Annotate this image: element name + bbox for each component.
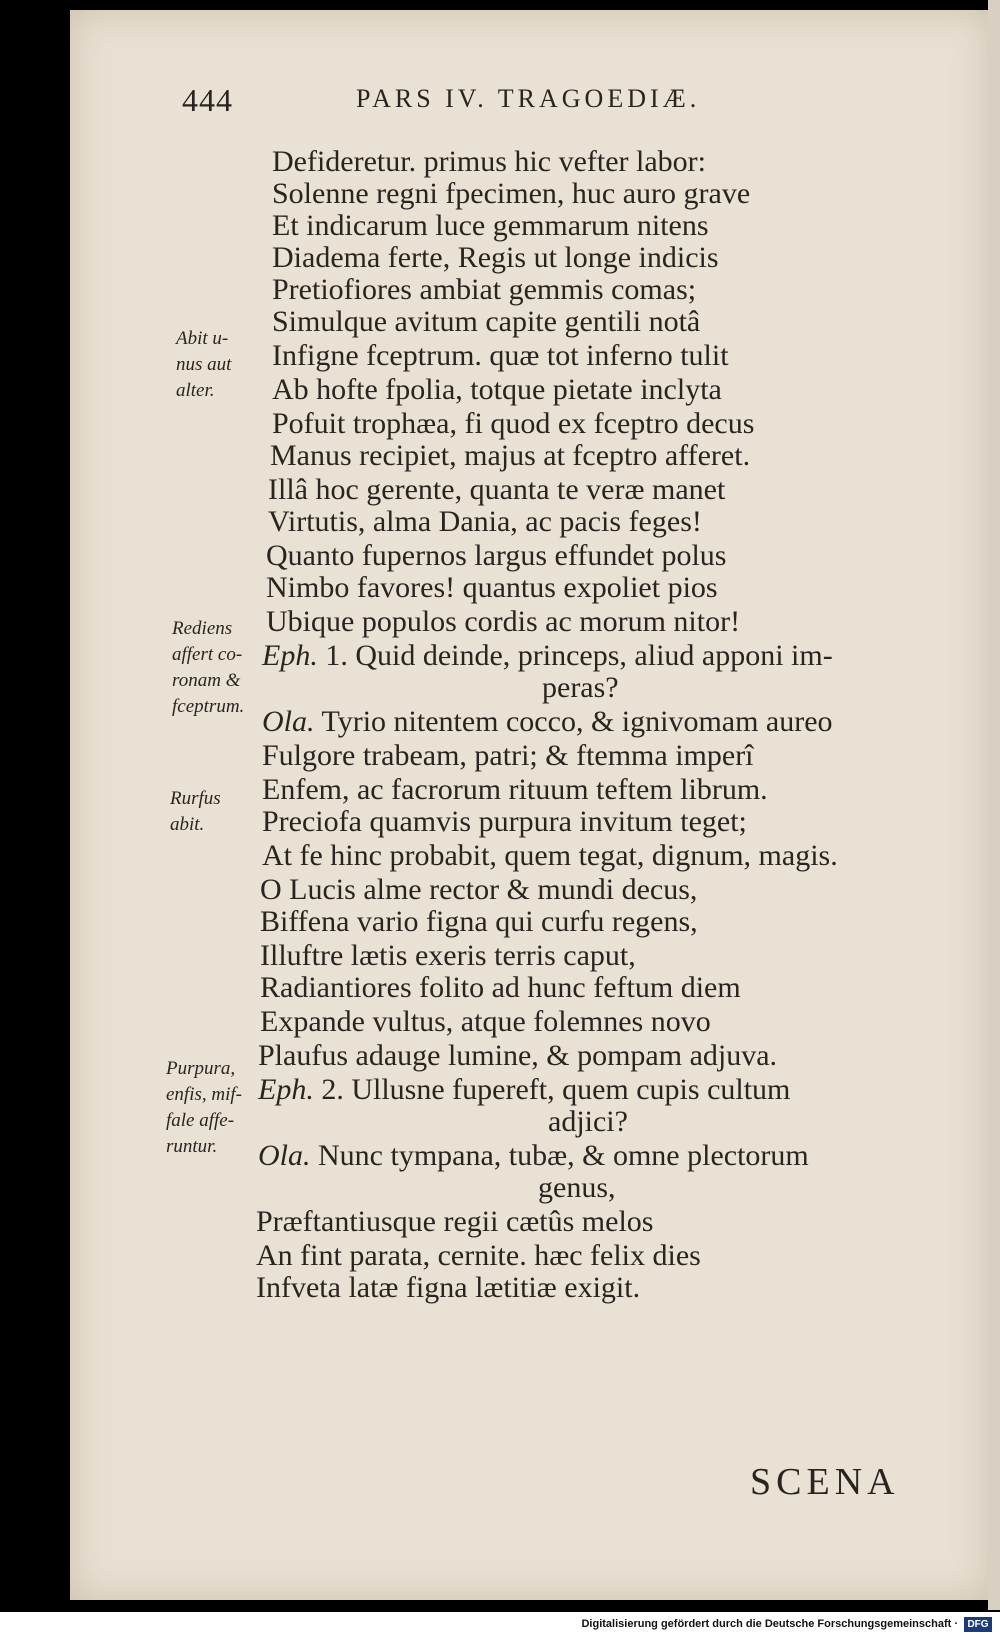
stage-direction-line: alter. <box>176 380 215 401</box>
verse-line-text: Infigne fceptrum. quæ tot inferno tulit <box>272 339 729 372</box>
page-number: 444 <box>182 82 233 118</box>
speaker-label: Eph. <box>258 1073 314 1106</box>
verse-line-text: Illâ hoc gerente, quanta te veræ manet <box>268 473 726 506</box>
verse-line-text: Diadema ferte, Regis ut longe indicis <box>272 241 719 274</box>
verse-line-text: Preciofa quamvis purpura invitum teget; <box>262 805 747 838</box>
verse-line <box>256 1240 701 1272</box>
verse-line <box>266 572 718 604</box>
verse-line <box>272 178 750 210</box>
verse-line-text: Fulgore trabeam, patri; & ftemma imperî <box>262 739 754 772</box>
verse-line <box>262 640 833 672</box>
verse-line-text: Virtutis, alma Dania, ac pacis feges! <box>268 505 702 538</box>
speaker-label: Ola. <box>258 1139 311 1172</box>
verse-line <box>260 874 697 906</box>
stage-direction-line: Rurfus <box>170 788 221 809</box>
verse-line <box>262 774 768 806</box>
verse-line <box>268 474 725 506</box>
verse-line <box>268 506 702 538</box>
verse-line-text: Nunc tympana, tubæ, & omne plectorum <box>318 1139 809 1172</box>
stage-direction-line: nus aut <box>176 354 232 375</box>
verse-line <box>258 1074 790 1106</box>
verse-line <box>258 1040 777 1072</box>
verse-line <box>272 274 696 306</box>
verse-line-text: Radiantiores folito ad hunc feftum diem <box>260 971 741 1004</box>
verse-line-text: Ab hofte fpolia, totque pietate inclyta <box>272 373 722 406</box>
verse-line <box>256 1272 640 1304</box>
page-edge <box>988 0 1000 1610</box>
stage-direction-line: runtur. <box>166 1136 218 1157</box>
verse-line-text: Solenne regni fpecimen, huc auro grave <box>272 177 751 210</box>
verse-line-text: O Lucis alme rector & mundi decus, <box>260 873 698 906</box>
verse-line <box>272 374 722 406</box>
verse-line-text: At fe hinc probabit, quem tegat, dignum, magis. <box>262 839 838 872</box>
verse-line <box>260 906 698 938</box>
verse-line <box>538 1172 616 1204</box>
verse-line <box>262 806 747 838</box>
stage-direction-line: Rediens <box>172 618 233 639</box>
verse-line-text: Quanto fupernos largus effundet polus <box>266 539 727 572</box>
verse-line-text: Pofuit trophæa, fi quod ex fceptro decus <box>272 407 755 440</box>
stage-direction-line: abit. <box>170 814 205 835</box>
verse-line <box>542 672 619 704</box>
verse-line-text: Defideretur. primus hic vefter labor: <box>272 145 707 178</box>
verse-line-text: Tyrio nitentem cocco, & ignivomam aureo <box>321 705 833 738</box>
verse-line-text: Enfem, ac facrorum rituum teftem librum. <box>262 773 768 806</box>
verse-line-text: Biffena vario figna qui curfu regens, <box>260 905 698 938</box>
verse-line <box>272 146 706 178</box>
verse-line-text: peras? <box>542 671 619 704</box>
speaker-label: Eph. <box>262 639 318 672</box>
verse-line <box>270 440 750 472</box>
verse-line <box>266 606 740 638</box>
verse-line <box>260 940 636 972</box>
verse-line-text: Ubique populos cordis ac morum nitor! <box>266 605 741 638</box>
verse-line-text: Pretiofiores ambiat gemmis comas; <box>272 273 697 306</box>
verse-line-text: An fint parata, cernite. hæc felix dies <box>256 1239 701 1272</box>
verse-line-text: Manus recipiet, majus at fceptro afferet. <box>270 439 751 472</box>
verse-line-text: Nimbo favores! quantus expoliet pios <box>266 571 718 604</box>
stage-direction <box>176 326 231 404</box>
stage-direction-line: Purpura, <box>166 1058 236 1079</box>
stage-direction <box>166 1056 242 1160</box>
verse-line-text: Simulque avitum capite gentili notâ <box>272 305 701 338</box>
stage-direction-line: Abit u- <box>176 328 229 349</box>
dfg-logo: DFG <box>964 1617 992 1632</box>
verse-line <box>548 1106 628 1138</box>
stage-direction <box>170 786 221 838</box>
verse-line <box>262 840 838 872</box>
verse-line-text: Et indicarum luce gemmarum nitens <box>272 209 709 242</box>
stage-direction-line: fale affe- <box>166 1110 235 1131</box>
stage-direction <box>172 616 244 720</box>
stage-direction-line: ronam & <box>172 670 241 691</box>
verse-line <box>272 306 700 338</box>
verse-line <box>272 340 729 372</box>
verse-line <box>260 1006 711 1038</box>
footer-credit: Digitalisierung gefördert durch die Deutsche Forschungsgemeinschaft · <box>581 1618 958 1630</box>
verse-line-text: Plaufus adauge lumine, & pompam adjuva. <box>258 1039 778 1072</box>
verse-line <box>262 706 833 738</box>
running-title: PARS IV. TRAGOEDIÆ. <box>356 84 701 113</box>
stage-direction-line: enfis, mif- <box>166 1084 242 1105</box>
verse-line <box>272 408 754 440</box>
verse-line-text: Expande vultus, atque folemnes novo <box>260 1005 711 1038</box>
verse-line <box>258 1140 809 1172</box>
verse-line <box>260 972 741 1004</box>
speaker-label: Ola. <box>262 705 315 738</box>
verse-line-text: Infveta latæ figna lætitiæ exigit. <box>256 1271 641 1304</box>
stage-direction-line: fceptrum. <box>172 696 245 717</box>
verse-line-text: 1. Quid deinde, princeps, aliud apponi im- <box>325 639 833 672</box>
verse-line <box>272 242 719 274</box>
verse-line-text: genus, <box>538 1171 616 1204</box>
verse-line <box>266 540 726 572</box>
verse-line <box>262 740 754 772</box>
verse-line <box>256 1206 653 1238</box>
verse-line-text: 2. Ullusne fupereft, quem cupis cultum <box>321 1073 791 1106</box>
verse-line <box>272 210 709 242</box>
catchword: SCENA <box>750 1461 900 1503</box>
stage-direction-line: affert co- <box>172 644 243 665</box>
verse-line-text: adjici? <box>548 1105 628 1138</box>
verse-line-text: Præftantiusque regii cætûs melos <box>256 1205 654 1238</box>
verse-line-text: Illuftre lætis exeris terris caput, <box>260 939 636 972</box>
